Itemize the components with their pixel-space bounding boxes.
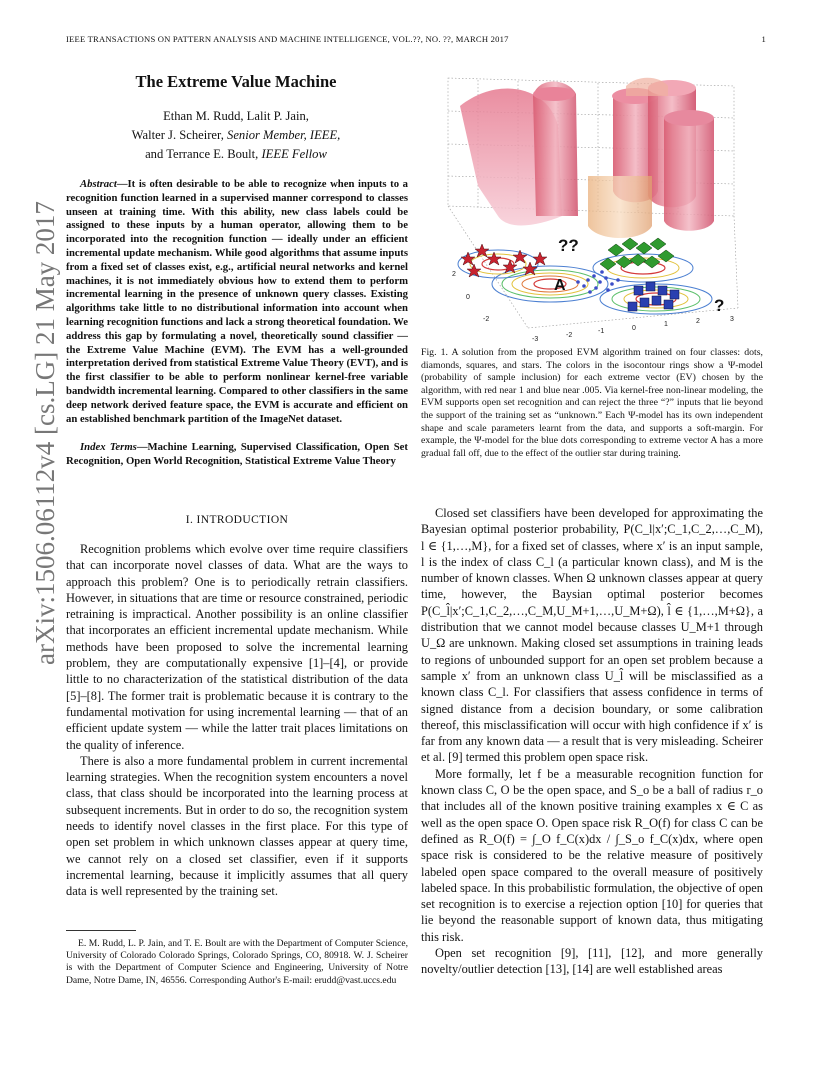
square-class-points bbox=[628, 282, 679, 311]
intro-paragraph-3: Closed set classifiers have been developed for approximating the Bayesian optimal posterior probability, P(C_l|x′;C_1,C_2,…,C_M), l ∈ {1,…,M}, for a fixed set of classes, where x′ is an input sample, l is the index of class C_l (a particular known class), and M is the number of known classes. When Ω unknown classes appear at query time, however, the Baysian optimal posterior becomes P(C_l̂|x′;C_1,C_2,…,C_M,U_M+1,…,U_M+Ω), l̂ ∈ {1,…,M+Ω}, a distribution that we cannot model because classes U_M+1 through U_Ω are unknown. Making closed set assumptions in training leads to regions of unbounded support for an open set problem because a sample x′ from an unknown class U_l̂ will be misclassified as a known class C_l. For classifiers that assess confidence in terms of signed distance from a decision boundary, or some calibration thereof, this misclassification will occur with high confidence if x′ is far from any known data — a result that is very misleading. Scheirer et al. [9] termed this problem open space risk. bbox=[421, 506, 763, 765]
author-line-3: and Terrance E. Boult, IEEE Fellow bbox=[145, 147, 327, 161]
index-terms bbox=[66, 441, 408, 469]
left-column-body bbox=[66, 541, 408, 900]
page-number: 1 bbox=[761, 34, 766, 44]
intro-paragraph-4: More formally, let f be a measurable recognition function for known class C, O be the open space, and S_o be a ball of radius r_o that includes all of the known positive training examples x ∈ C as well as the open space O. Open space risk R_O(f) for class C can be defined as R_O(f) = ∫_O f_C(x)dx / ∫_S_o f_C(x)dx, where open space risk is considered to be the relative measure of positively labeled open space compared to the overall measure of positively labeled space. In this probabilistic formulation, the objective of open set recognition is to exercise a rejection option [10] for queries that lie beyond the reasonable support of known data, thus mitigating this risk. bbox=[421, 766, 763, 944]
x-tick: 2 bbox=[696, 318, 700, 325]
figure-caption: Fig. 1. A solution from the proposed EVM algorithm trained on four classes: dots, diamonds, squares, and stars. The colors in the isocontour rings show a Ψ-model (probability of sample inclusion) for each extreme vector (EV) chosen by the algorithm, with red near 1 and blue near .005. Via kernel-free non-linear modeling, the EVM supports open set recognition and can reject the three “?” inputs that lie beyond the support of the training set as “unknown.” Each Ψ-model has its own independent shape and scale parameters learnt from the data, and supports a soft-margin. For example, the Ψ-model for the blue dots corresponding to extreme vector A has a more gradual fall off, due to the effect of the outlier star during training. bbox=[421, 347, 763, 459]
paper-title: The Extreme Value Machine bbox=[135, 72, 337, 91]
section-heading: I. INTRODUCTION bbox=[185, 514, 289, 526]
y-tick: 0 bbox=[466, 294, 470, 301]
index-terms-text: —Machine Learning, Supervised Classification, Open Set Recognition, Open World Recognition, Statistical Extreme Value Theory bbox=[66, 441, 408, 467]
author-line-1: Ethan M. Rudd, Lalit P. Jain, bbox=[163, 109, 309, 123]
y-tick: -2 bbox=[483, 316, 490, 323]
extreme-vector-A-label: A bbox=[554, 277, 566, 294]
psi-model-surfaces bbox=[460, 78, 714, 238]
unknown-marker-single: ? bbox=[714, 296, 725, 315]
unknown-marker-pair: ?? bbox=[558, 236, 579, 255]
abstract-text: —It is often desirable to be able to recognize when inputs to a recognition function learned in a supervised manner correspond to classes unseen at training time. With this ability, new class labels could be assigned to these inputs by a human operator, allowing them to be incorporated into the recognition function — ideally under an efficient incremental update mechanism. While good algorithms that assume inputs from a fixed set of classes exist, e.g., artificial neural networks and kernel machines, it is not immediately obvious how to extend them to perform incremental learning in the presence of unknown query classes. Existing algorithms take little to no distributional information into account when learning recognition functions and lack a strong theoretical foundation. We address this gap by formulating a novel, theoretically sound classifier — the Extreme Value Machine (EVM). The EVM has a well-grounded interpretation derived from statistical Extreme Value Theory (EVT), and is the first classifier to be able to perform nonlinear kernel-free variable bandwidth incremental learning. Compared to other classifiers in the same deep network derived feature space, the EVM is accurate and efficient on an established benchmark partition of the ImageNet dataset. bbox=[66, 178, 408, 425]
x-tick: 1 bbox=[664, 321, 668, 328]
right-column-body bbox=[421, 505, 763, 978]
arxiv-stamp bbox=[10, 150, 70, 670]
running-head bbox=[66, 34, 766, 44]
x-tick: 3 bbox=[730, 316, 734, 323]
x-tick: -3 bbox=[532, 336, 539, 342]
intro-paragraph-1: Recognition problems which evolve over time require classifiers that can incorporate novel classes of data. What are the ways to approach this problem? One is to periodically retrain classifiers. However, in situations that are time or resource constrained, periodic retraining is impractical. Another possibility is an online classifier that incorporates an efficient incremental update mechanism. While methods have been proposed to solve the incremental learning problem, they are computationally expensive [1]–[4], or provide little to no characterization of the statistical distribution of the data [5]–[8]. The former trait is problematic because it is contrary to the fundamental motivation for using incremental learning — that of an efficient update system — while the latter trait places limitations on the quality of inference. bbox=[66, 542, 408, 752]
x-tick: -2 bbox=[566, 332, 573, 339]
abstract-label: Abstract bbox=[80, 178, 117, 190]
x-tick: -1 bbox=[598, 328, 605, 335]
figure-1 bbox=[438, 66, 762, 342]
footnote-rule bbox=[66, 930, 136, 931]
affiliation-footnote: E. M. Rudd, L. P. Jain, and T. E. Boult are with the Department of Computer Science, University of Colorado Colorado Springs, Colorado Springs, CO, 80918. W. J. Scheirer is with the Department of Computer Science and Engineering, University of Notre Dame, Notre Dame, IN, 46556. Corresponding Author's E-mail: erudd@vast.uccs.edu bbox=[66, 938, 408, 986]
evm-3d-plot bbox=[438, 66, 762, 342]
author-block bbox=[66, 107, 406, 164]
index-terms-label: Index Terms bbox=[80, 441, 137, 453]
star-class-points bbox=[461, 244, 547, 277]
journal-name: IEEE TRANSACTIONS ON PATTERN ANALYSIS AND MACHINE INTELLIGENCE, VOL.??, NO. ??, MARCH 2017 bbox=[66, 34, 509, 44]
x-tick: 0 bbox=[632, 325, 636, 332]
intro-paragraph-5: Open set recognition [9], [11], [12], and more generally novelty/outlier detection [13], [14] are well established areas bbox=[421, 946, 763, 977]
y-tick: 2 bbox=[452, 271, 456, 278]
intro-paragraph-2: There is also a more fundamental problem in current incremental learning strategies. When the recognition system encounters a novel class, that class should be incorporated into the learning process at subsequent increments. But in order to do so, the recognition system needs to identify novel classes in the first place. For this type of open set problem in which unknown classes appear at query time, we cannot rely on a closed set classifier, even if it supports incremental learning, because it implicitly assumes that all query data is well represented by the training set. bbox=[66, 753, 408, 899]
author-line-2: Walter J. Scheirer, Senior Member, IEEE, bbox=[131, 128, 341, 142]
arxiv-stamp-text: arXiv:1506.06112v4 [cs.LG] 21 May 2017 bbox=[30, 201, 60, 665]
abstract bbox=[66, 178, 408, 426]
